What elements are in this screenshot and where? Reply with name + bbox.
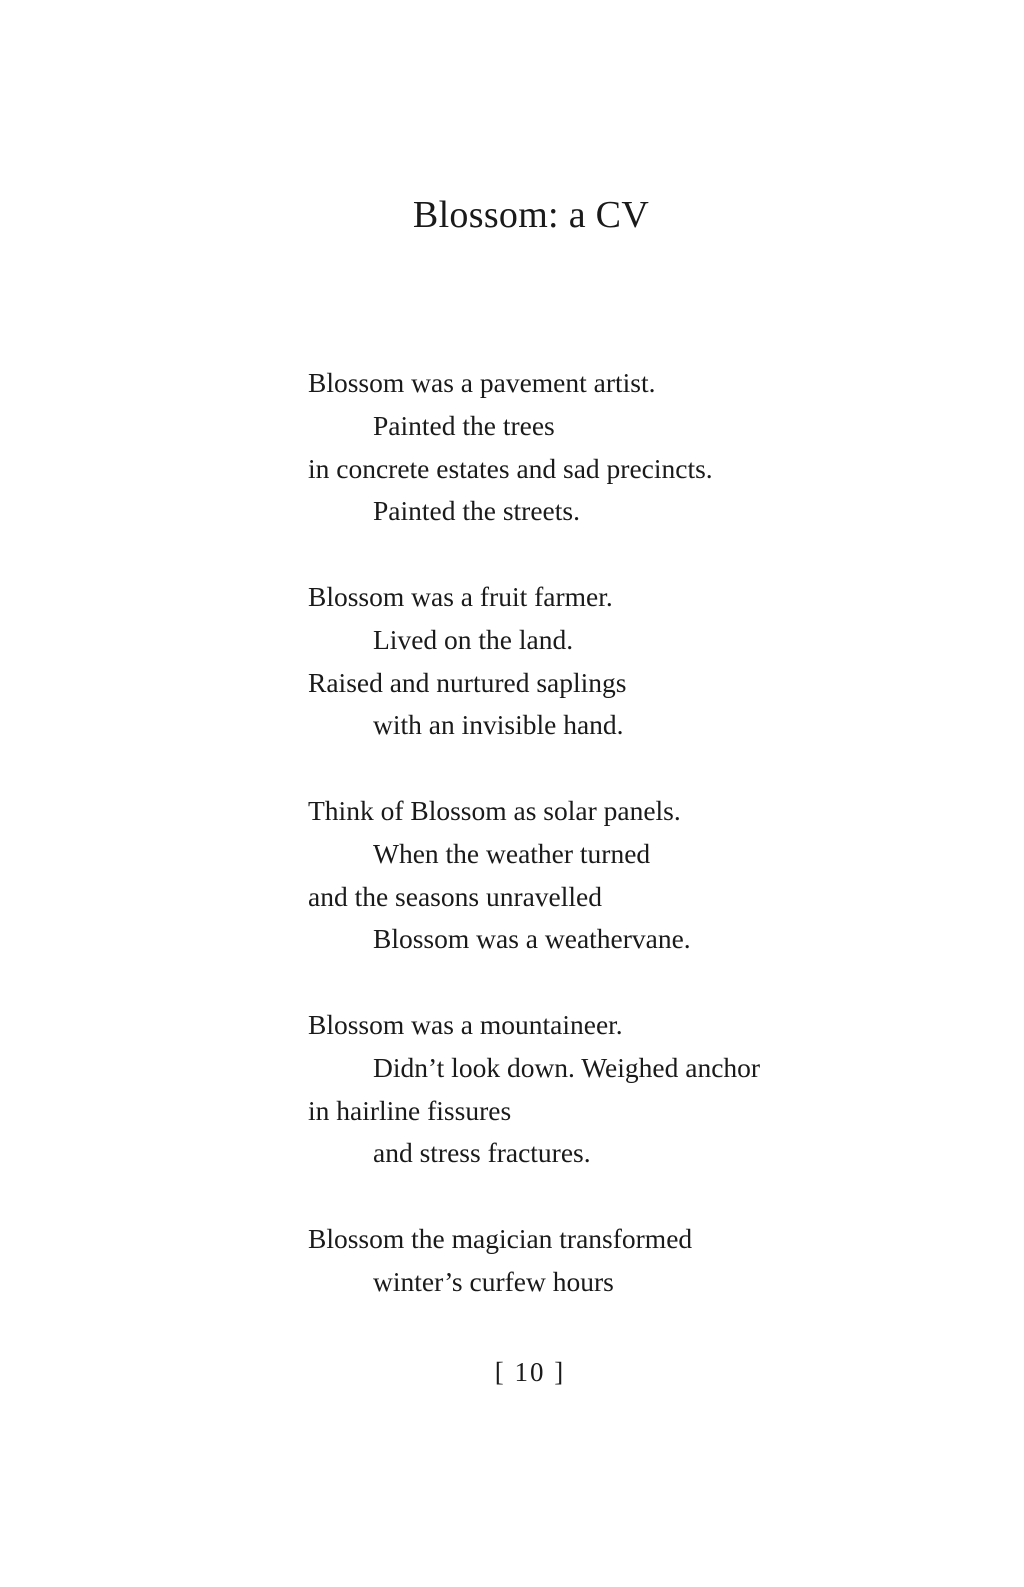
poem-line: Blossom was a mountaineer. <box>308 1008 623 1040</box>
poem-line: and stress fractures. <box>373 1137 591 1169</box>
page-number: [ 10 ] <box>494 1357 566 1387</box>
poem-title: Blossom: a CV <box>412 194 650 236</box>
poem-line: Painted the streets. <box>373 495 580 527</box>
poem-line: Didn’t look down. Weighed anchor <box>373 1051 761 1083</box>
stanza <box>308 362 868 533</box>
poem-line: Painted the trees <box>373 409 555 441</box>
poem-line: in hairline fissures <box>308 1094 512 1126</box>
poem-line: Blossom was a fruit farmer. <box>308 580 613 612</box>
stanza <box>308 576 868 747</box>
stanza <box>308 1218 868 1304</box>
poem-line: Raised and nurtured saplings <box>308 666 627 698</box>
poem-line: in concrete estates and sad precincts. <box>308 452 713 484</box>
poem-line: and the seasons unravelled <box>308 880 603 912</box>
poem-line: Lived on the land. <box>373 623 574 655</box>
poem-line: Blossom was a weathervane. <box>373 923 691 955</box>
poem-line: winter’s curfew hours <box>373 1265 614 1297</box>
poem-line: When the weather turned <box>373 837 651 869</box>
poem-line: Think of Blossom as solar panels. <box>308 794 681 826</box>
poem-body <box>308 362 868 1346</box>
poem-line: Blossom the magician transformed <box>308 1222 693 1254</box>
poem-line: with an invisible hand. <box>373 709 624 741</box>
stanza <box>308 790 868 961</box>
stanza <box>308 1004 868 1175</box>
poem-line: Blossom was a pavement artist. <box>308 367 656 398</box>
